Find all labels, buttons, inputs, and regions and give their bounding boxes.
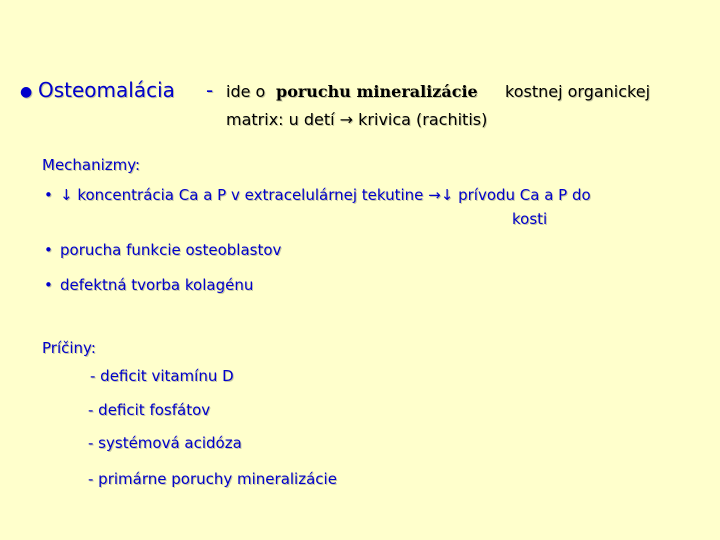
heading-bullet: ● (20, 84, 33, 100)
causes-label: Príčiny: (42, 339, 96, 357)
mechanism-item-1-cont: kosti (512, 210, 548, 228)
mechanism-bullet: • (44, 276, 53, 294)
cause-item-3: - systémová acidóza (88, 434, 242, 452)
cause-item-2: - deficit fosfátov (88, 401, 211, 419)
mechanism-item-2: porucha funkcie osteoblastov (60, 241, 282, 259)
cause-item-4: - primárne poruchy mineralizácie (88, 470, 337, 488)
mechanism-item-1: ↓ koncentrácia Ca a P v extracelulárnej tekutine →↓ prívodu Ca a P do (60, 186, 591, 204)
heading-text-prefix: ide o (226, 82, 266, 101)
mechanism-bullet: • (44, 186, 53, 204)
heading-title: Osteomalácia (38, 78, 175, 102)
heading-dash: - (206, 78, 214, 102)
cause-item-1: - deficit vitamínu D (90, 367, 234, 385)
mechanism-bullet: • (44, 241, 53, 259)
heading-text-bold: poruchu mineralizácie (276, 82, 478, 101)
heading-line2: matrix: u detí → krivica (rachitis) (226, 110, 488, 129)
mechanisms-label: Mechanizmy: (42, 156, 141, 174)
heading-text-suffix: kostnej organickej (505, 82, 651, 101)
mechanism-item-3: defektná tvorba kolagénu (60, 276, 254, 294)
